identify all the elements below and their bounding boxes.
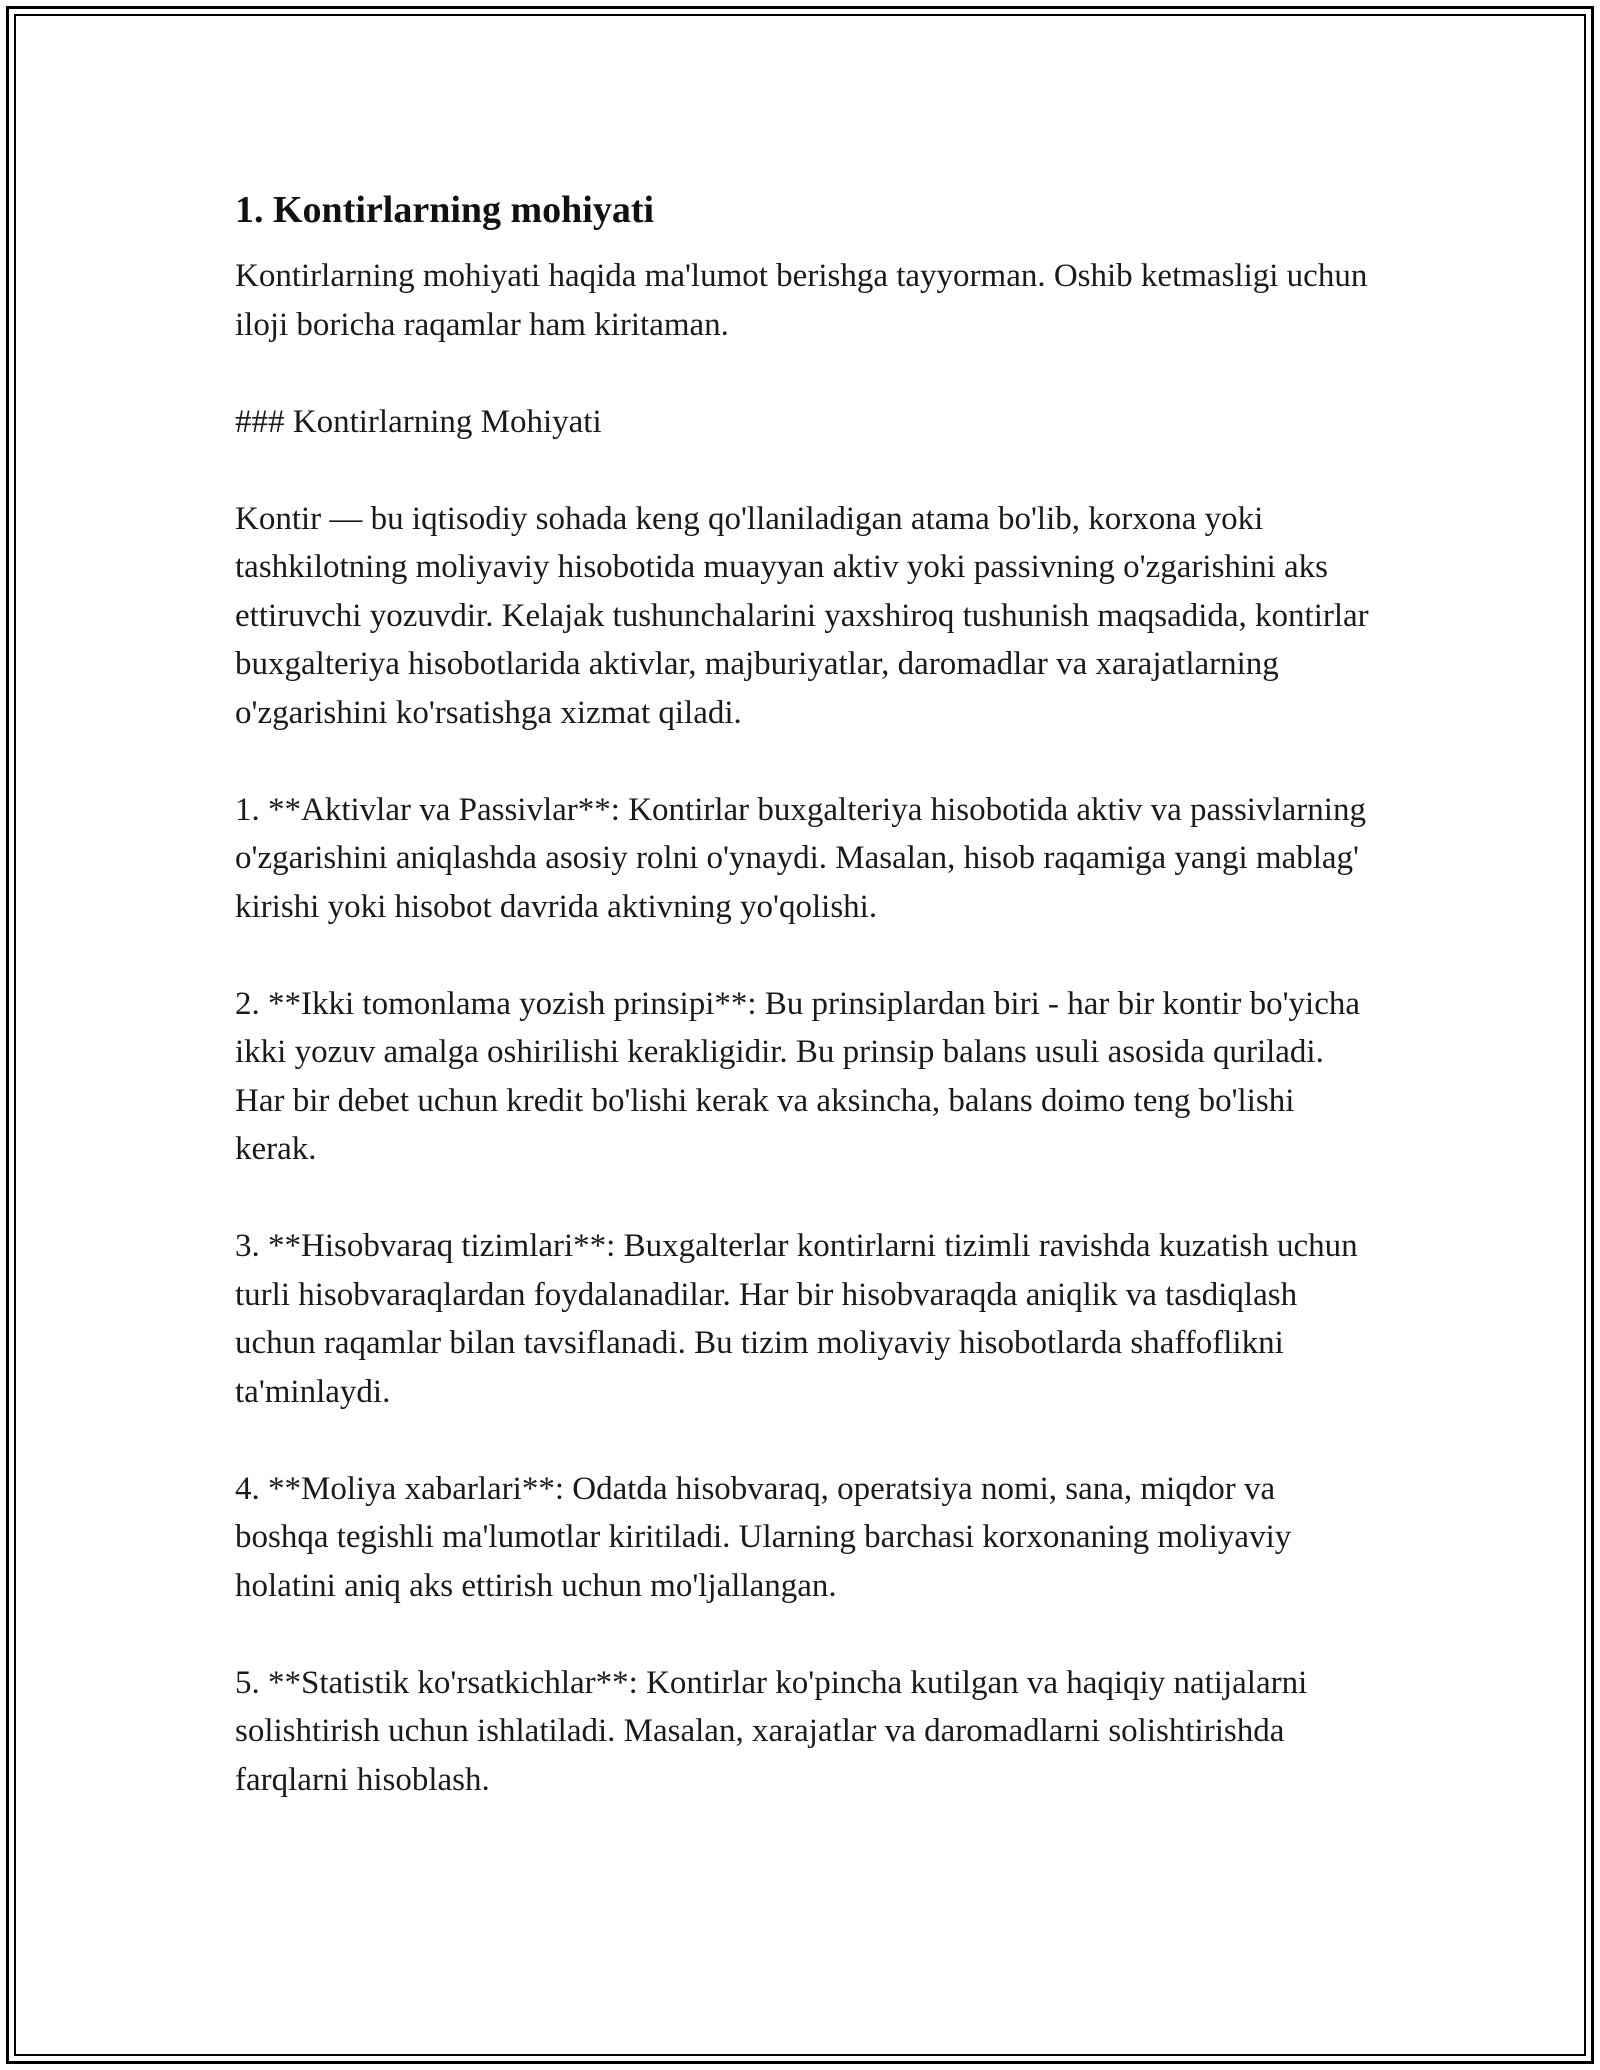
list-item-hisobvaraq: 3. **Hisobvaraq tizimlari**: Buxgalterlar kontirlarni tizimli ravishda kuzatish uchun turli hisobvaraqlardan foydalanadilar. Har bir hisobvaraqda aniqlik va tasdiqlash uchun raqamlar bilan tavsiflanadi. Bu tizim moliyaviy hisobotlarda shaffoflikni ta'minlaydi. xyxy=(235,1228,1358,1410)
document-body xyxy=(235,186,1370,1853)
list-item-statistik: 5. **Statistik ko'rsatkichlar**: Kontirlar ko'pincha kutilgan va haqiqiy natijalarni solishtirish uchun ishlatiladi. Masalan, xarajatlar va daromadlarni solishtirishda farqlarni hisoblash. xyxy=(235,1664,1308,1798)
section-heading: 1. Kontirlarning mohiyati xyxy=(235,189,655,231)
list-item-ikki-tomonlama: 2. **Ikki tomonlama yozish prinsipi**: Bu prinsiplardan biri - har bir kontir bo'yicha ikki yozuv amalga oshirilishi kerakligidir. Bu prinsip balans usuli asosida quriladi. Har bir debet uchun kredit bo'lishi kerak va aksincha, balans doimo teng bo'lishi kerak. xyxy=(235,985,1361,1167)
list-item-aktivlar: 1. **Aktivlar va Passivlar**: Kontirlar buxgalteriya hisobotida aktiv va passivlarning o'zgarishini aniqlashda asosiy rolni o'ynaydi. Masalan, hisob raqamiga yangi mablag' kirishi yoki hisobot davrida aktivning yo'qolishi. xyxy=(235,791,1366,925)
list-item-moliya-xabarlari: 4. **Moliya xabarlari**: Odatda hisobvaraq, operatsiya nomi, sana, miqdor va boshqa tegishli ma'lumotlar kiritiladi. Ularning barchasi korxonaning moliyaviy holatini aniq aks ettirish uchun mo'ljallangan. xyxy=(235,1470,1292,1604)
subheading-paragraph: ### Kontirlarning Mohiyati xyxy=(235,403,602,440)
intro-paragraph: Kontirlarning mohiyati haqida ma'lumot berishga tayyorman. Oshib ketmasligi uchun iloji boricha raqamlar ham kiritaman. xyxy=(235,258,1368,343)
definition-paragraph: Kontir — bu iqtisodiy sohada keng qo'llaniladigan atama bo'lib, korxona yoki tashkilotning moliyaviy hisobotida muayyan aktiv yoki passivning o'zgarishini aks ettiruvchi yozuvdir. Kelajak tushunchalarini yaxshiroq tushunish maqsadida, kontirlar buxgalteriya hisobotlarida aktivlar, majburiyatlar, daromadlar va xarajatlarning o'zgarishini ko'rsatishga xizmat qiladi. xyxy=(235,500,1369,731)
